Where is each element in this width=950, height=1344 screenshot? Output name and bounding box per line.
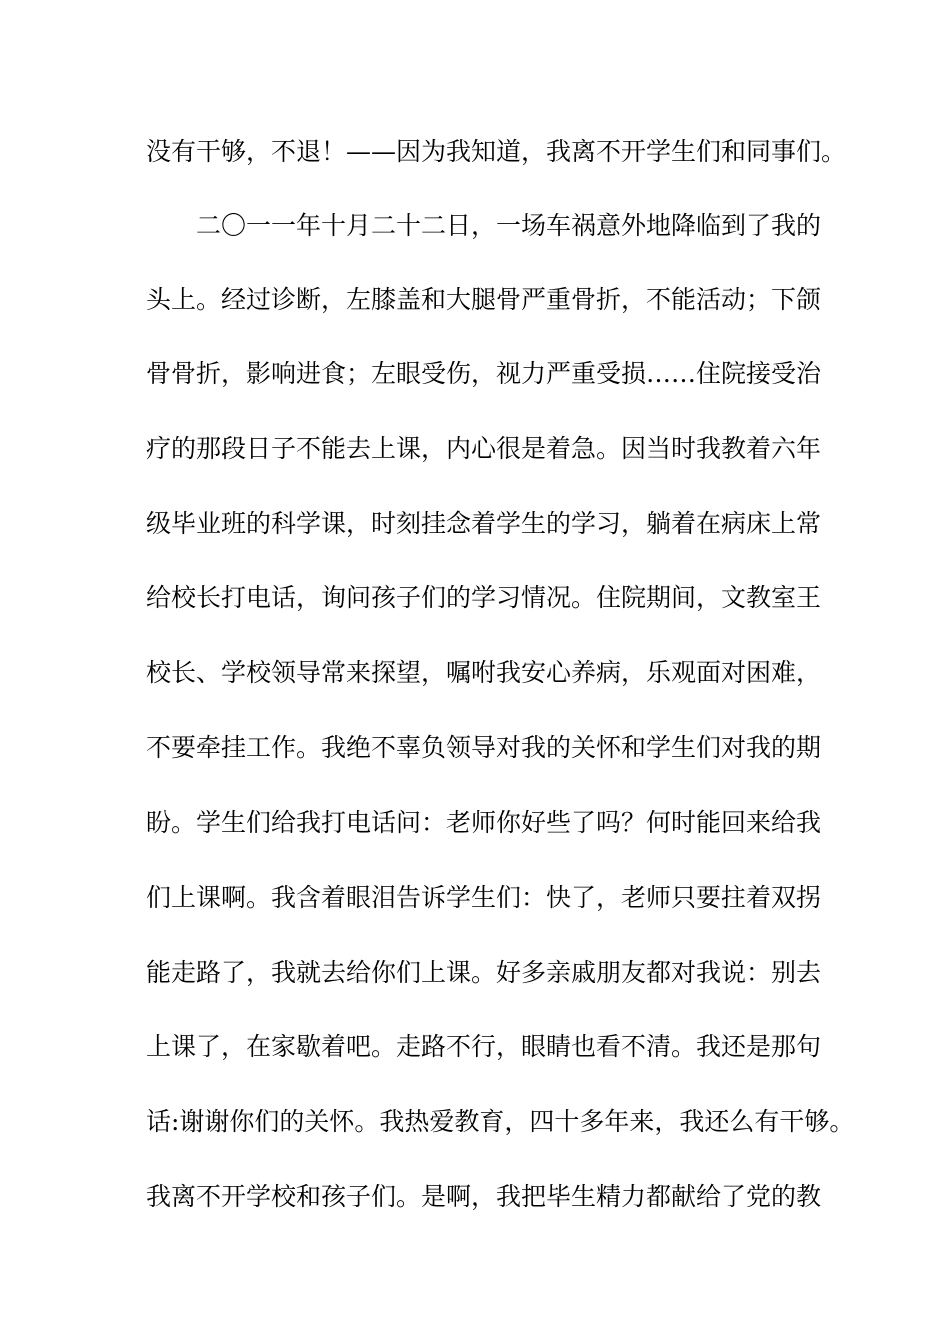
paragraph-line: 级毕业班的科学课，时刻挂念着学生的学习，躺着在病床上常 xyxy=(146,509,822,538)
paragraph-line: 能走路了，我就去给你们上课。好多亲戚朋友都对我说：别去 xyxy=(146,958,822,987)
paragraph-line: 骨骨折，影响进食；左眼受伤，视力严重受损……住院接受治 xyxy=(146,359,822,388)
paragraph-line: 我离不开学校和孩子们。是啊，我把毕生精力都献给了党的教 xyxy=(146,1182,822,1211)
paragraph-line: 疗的那段日子不能去上课，内心很是着急。因当时我教着六年 xyxy=(146,434,822,463)
paragraph-line: 校长、学校领导常来探望，嘱咐我安心养病，乐观面对困难， xyxy=(146,658,822,687)
paragraph-line: 上课了，在家歇着吧。走路不行，眼睛也看不清。我还是那句 xyxy=(146,1032,822,1061)
paragraph-line: 盼。学生们给我打电话问：老师你好些了吗？何时能回来给我 xyxy=(146,808,822,837)
paragraph-line: 二〇一一年十月二十二日，一场车祸意外地降临到了我的 xyxy=(196,211,822,240)
paragraph-line: 们上课啊。我含着眼泪告诉学生们：快了，老师只要拄着双拐 xyxy=(146,883,822,912)
paragraph-line: 没有干够，不退！——因为我知道，我离不开学生们和同事们。 xyxy=(146,137,847,166)
paragraph-line: 话:谢谢你们的关怀。我热爱教育，四十多年来，我还么有干够。 xyxy=(146,1107,855,1136)
paragraph-line: 给校长打电话，询问孩子们的学习情况。住院期间，文教室王 xyxy=(146,583,822,612)
paragraph-line: 不要牵挂工作。我绝不辜负领导对我的关怀和学生们对我的期 xyxy=(146,733,822,762)
paragraph-line: 头上。经过诊断，左膝盖和大腿骨严重骨折，不能活动；下颌 xyxy=(146,285,822,314)
